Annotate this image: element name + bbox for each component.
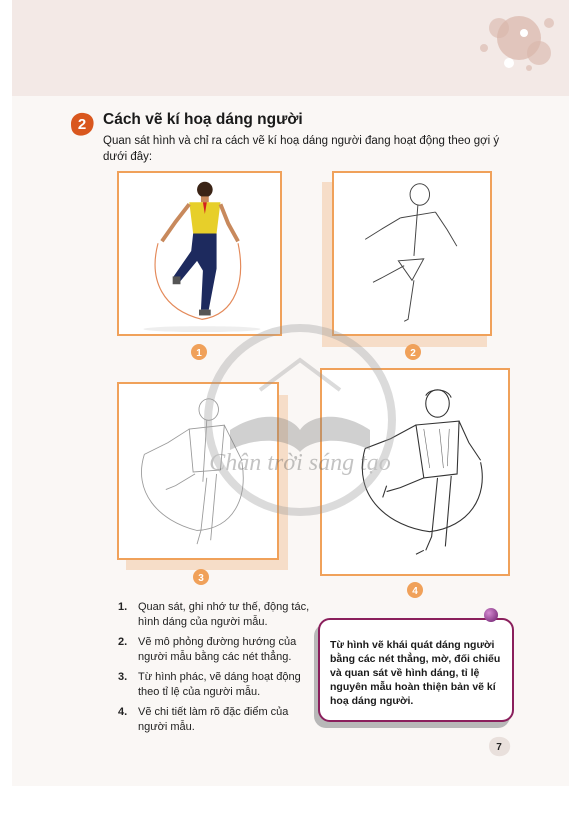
step-text: Từ hình phác, vẽ dáng hoạt động theo tỉ lệ của người mẫu. xyxy=(138,671,301,698)
steps-list xyxy=(118,600,318,740)
list-item xyxy=(118,635,318,665)
note-text: Từ hình vẽ khái quát dáng người bằng các nét thẳng, mờ, đối chiếu và quan sát về hình dáng, tỉ lệ nguyên mẫu hoàn thiện bản vẽ kí hoạ dáng người. xyxy=(330,639,501,707)
step-text: Quan sát, ghi nhớ tư thế, động tác, hình dáng của người mẫu. xyxy=(138,601,310,628)
svg-text:1: 1 xyxy=(196,348,202,359)
step-text: Vẽ chi tiết làm rõ đặc điểm của người mẫu. xyxy=(138,706,289,733)
publisher-watermark xyxy=(190,320,410,520)
list-item xyxy=(118,600,318,630)
step-number: 3. xyxy=(118,671,128,683)
list-item xyxy=(118,705,318,735)
svg-text:2: 2 xyxy=(410,348,416,359)
svg-text:Chân trời sáng tạo: Chân trời sáng tạo xyxy=(209,450,391,476)
figure-1-frame xyxy=(117,171,282,336)
figure-3-number-icon xyxy=(192,568,210,586)
paint-splash-decoration xyxy=(459,8,559,78)
step-number: 2. xyxy=(118,636,128,648)
decorative-dot-icon xyxy=(484,608,498,622)
stick-figure-sketch xyxy=(334,173,490,334)
step-text: Vẽ mô phỏng đường hướng của người mẫu bằng các nét thẳng. xyxy=(138,636,297,663)
figure-2-frame xyxy=(332,171,492,336)
svg-text:7: 7 xyxy=(496,742,502,753)
page-number-badge xyxy=(485,734,513,758)
svg-text:2: 2 xyxy=(77,116,87,133)
section-intro: Quan sát hình và chỉ ra cách vẽ kí hoạ dáng người đang hoạt động theo gợi ý dưới đây: xyxy=(103,135,500,163)
step-number: 1. xyxy=(118,601,128,613)
section-title: Cách vẽ kí hoạ dáng người xyxy=(103,111,303,128)
section-number-icon xyxy=(68,110,96,138)
list-item xyxy=(118,670,318,700)
svg-text:4: 4 xyxy=(412,586,418,597)
svg-text:3: 3 xyxy=(198,573,204,584)
step-number: 4. xyxy=(118,706,128,718)
boy-jumping-rope-photo xyxy=(119,173,280,334)
figure-4-number-icon xyxy=(406,581,424,599)
